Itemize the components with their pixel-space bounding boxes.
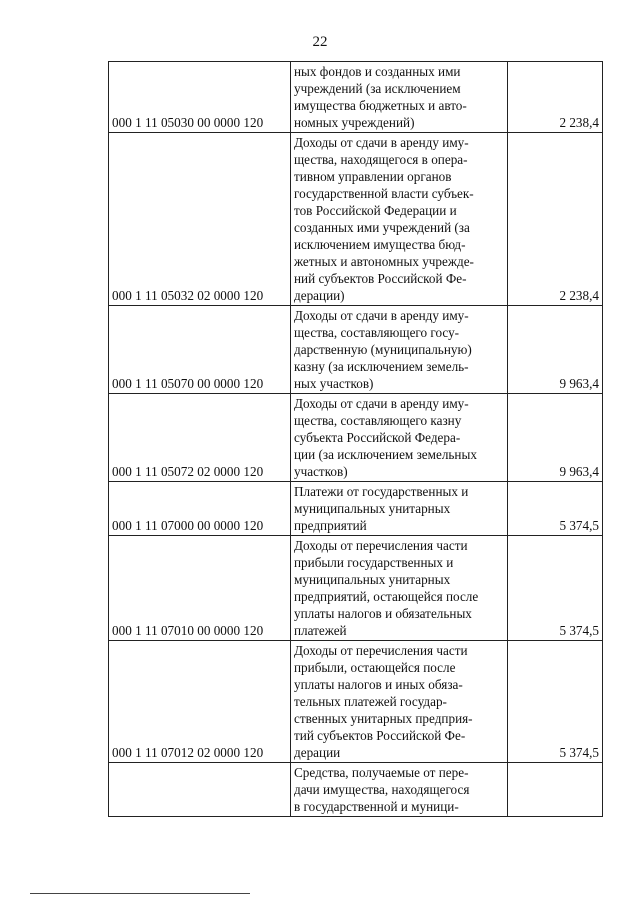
amount-cell: 9 963,4 [508, 306, 603, 394]
revenue-name-cell: Доходы от перечисления части прибыли государственных и муниципальных унитарных предприятий, остающейся после уплаты налогов и обязательных платежей [291, 536, 508, 641]
table-row [109, 763, 603, 817]
budget-code-cell: 000 1 11 05070 00 0000 120 [109, 306, 291, 394]
budget-code-cell: 000 1 11 05072 02 0000 120 [109, 394, 291, 482]
budget-code-cell: 000 1 11 07010 00 0000 120 [109, 536, 291, 641]
budget-code-cell: 000 1 11 05032 02 0000 120 [109, 133, 291, 306]
budget-code-cell: 000 1 11 05030 00 0000 120 [109, 62, 291, 133]
revenue-name-cell: Доходы от сдачи в аренду иму- щества, составляющего казну субъекта Российской Федера- ции (за исключением земельных участков) [291, 394, 508, 482]
table-row [109, 536, 603, 641]
footer-divider [30, 893, 250, 894]
budget-code-cell [109, 763, 291, 817]
table-row [109, 62, 603, 133]
amount-cell: 2 238,4 [508, 62, 603, 133]
amount-cell: 9 963,4 [508, 394, 603, 482]
revenue-name-cell: Средства, получаемые от пере- дачи имущества, находящегося в государственной и муници- [291, 763, 508, 817]
budget-code-cell: 000 1 11 07012 02 0000 120 [109, 641, 291, 763]
page-number: 22 [312, 34, 328, 50]
amount-cell: 2 238,4 [508, 133, 603, 306]
table-row [109, 641, 603, 763]
table-row [109, 394, 603, 482]
table-row [109, 133, 603, 306]
revenue-name-cell: ных фондов и созданных ими учреждений (за исключением имущества бюджетных и авто- номных учреждений) [291, 62, 508, 133]
amount-cell: 5 374,5 [508, 482, 603, 536]
table-row [109, 482, 603, 536]
revenue-name-cell: Доходы от сдачи в аренду иму- щества, находящегося в опера- тивном управлении органов государственной власти субъек- тов Российской Федерации и созданных ими учреждений (за исключением имущества бюд- жетных и автономных учрежде- ний субъектов Российской Фе- дерации) [291, 133, 508, 306]
budget-code-cell: 000 1 11 07000 00 0000 120 [109, 482, 291, 536]
table-body [109, 62, 603, 817]
revenue-name-cell: Доходы от сдачи в аренду иму- щества, составляющего госу- дарственную (муниципальную) казну (за исключением земель- ных участков) [291, 306, 508, 394]
revenue-name-cell: Платежи от государственных и муниципальных унитарных предприятий [291, 482, 508, 536]
amount-cell [508, 763, 603, 817]
amount-cell: 5 374,5 [508, 641, 603, 763]
amount-cell: 5 374,5 [508, 536, 603, 641]
revenue-name-cell: Доходы от перечисления части прибыли, остающейся после уплаты налогов и иных обяза- тельных платежей государ- ственных унитарных предприя- тий субъектов Российской Фе- дерации [291, 641, 508, 763]
budget-revenue-table [108, 61, 603, 817]
table-row [109, 306, 603, 394]
